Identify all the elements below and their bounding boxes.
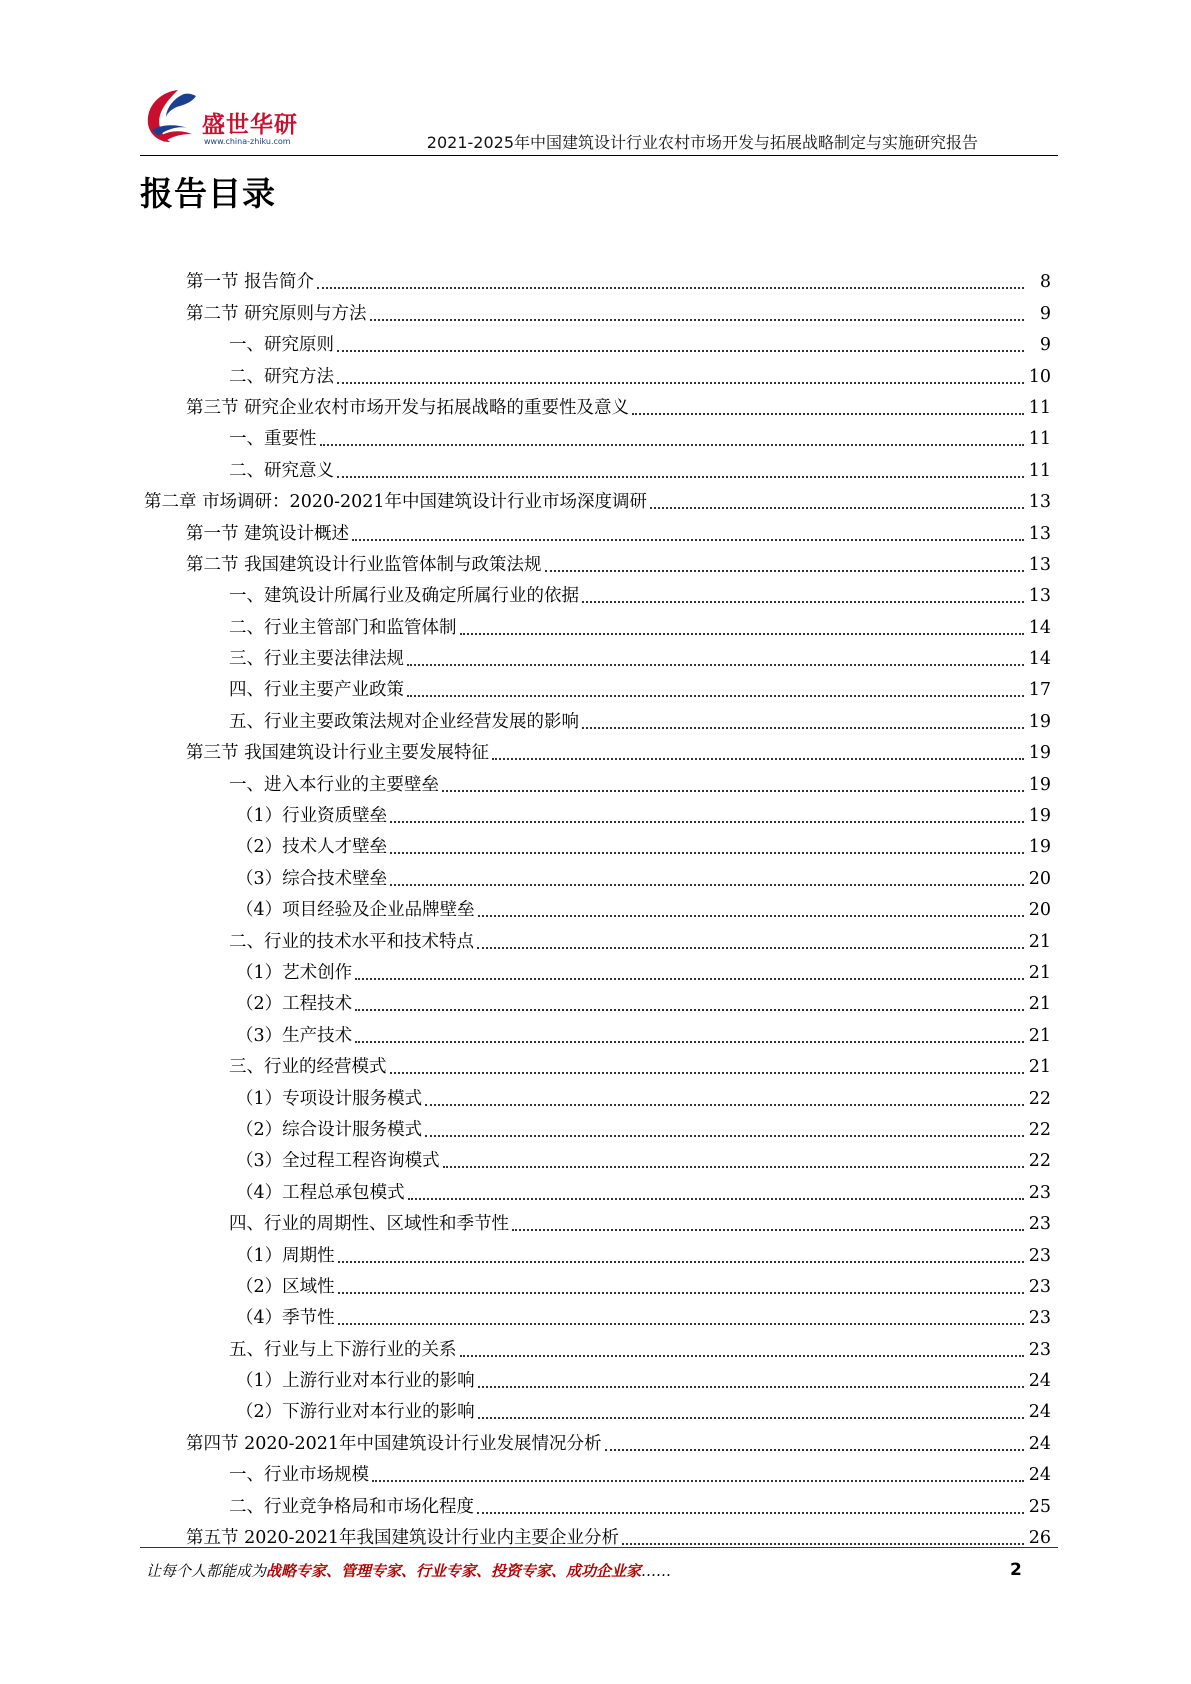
toc-entry[interactable] <box>0 325 1191 356</box>
toc-entry[interactable] <box>0 858 1191 889</box>
toc-dot-leader <box>650 507 1024 509</box>
toc-entry-title: 二、行业的技术水平和技术特点 <box>229 931 474 952</box>
toc-entry-page: 14 <box>1028 649 1051 670</box>
toc-entry[interactable] <box>0 576 1191 607</box>
toc-entry-page: 20 <box>1028 868 1051 889</box>
toc-entry-page: 23 <box>1028 1276 1051 1297</box>
toc-dot-leader <box>582 727 1024 729</box>
toc-dot-leader <box>407 664 1024 666</box>
table-of-contents <box>0 262 1191 1549</box>
toc-entry-page: 20 <box>1028 900 1051 921</box>
toc-dot-leader <box>355 1009 1024 1011</box>
toc-entry[interactable] <box>0 388 1191 419</box>
toc-entry-title: 第二节 研究原则与方法 <box>186 303 367 324</box>
toc-entry[interactable] <box>0 1361 1191 1392</box>
footer-slogan-highlight: 战略专家、管理专家、行业专家、投资专家、成功企业家 <box>266 1562 642 1580</box>
footer-slogan-suffix: …… <box>641 1562 672 1580</box>
toc-entry-page: 24 <box>1028 1433 1051 1454</box>
toc-entry-page: 19 <box>1028 711 1051 732</box>
toc-entry-page: 19 <box>1028 837 1051 858</box>
toc-entry-title: （1）专项设计服务模式 <box>236 1088 423 1109</box>
toc-dot-leader <box>478 1386 1024 1388</box>
toc-entry-title: 第四节 2020-2021年中国建筑设计行业发展情况分析 <box>186 1433 602 1454</box>
toc-dot-leader <box>492 758 1024 760</box>
toc-entry[interactable] <box>0 1110 1191 1141</box>
toc-entry-page: 13 <box>1028 554 1051 575</box>
toc-entry[interactable] <box>0 670 1191 701</box>
toc-entry[interactable] <box>0 639 1191 670</box>
toc-entry-title: 第三节 我国建筑设计行业主要发展特征 <box>186 743 490 764</box>
toc-entry-page: 13 <box>1028 523 1051 544</box>
toc-entry[interactable] <box>0 545 1191 576</box>
toc-entry-title: 二、研究方法 <box>229 366 334 387</box>
toc-entry[interactable] <box>0 419 1191 450</box>
toc-entry-page: 17 <box>1028 680 1051 701</box>
toc-entry[interactable] <box>0 764 1191 795</box>
toc-entry-page: 22 <box>1028 1088 1051 1109</box>
toc-entry[interactable] <box>0 1172 1191 1203</box>
toc-entry-page: 19 <box>1028 743 1051 764</box>
toc-entry-title: （3）全过程工程咨询模式 <box>236 1151 440 1172</box>
toc-dot-leader <box>320 444 1025 446</box>
toc-entry-page: 23 <box>1028 1214 1051 1235</box>
toc-entry[interactable] <box>0 607 1191 638</box>
header-divider <box>140 155 1058 156</box>
toc-entry-page: 11 <box>1028 460 1051 481</box>
toc-entry[interactable] <box>0 733 1191 764</box>
toc-entry[interactable] <box>0 1486 1191 1517</box>
toc-entry-title: 第二节 我国建筑设计行业监管体制与政策法规 <box>186 554 542 575</box>
toc-entry[interactable] <box>0 1267 1191 1298</box>
toc-dot-leader <box>407 695 1024 697</box>
toc-entry-title: 一、重要性 <box>229 429 317 450</box>
toc-entry-title: （2）工程技术 <box>236 994 353 1015</box>
toc-entry-title: 四、行业的周期性、区域性和季节性 <box>229 1214 509 1235</box>
toc-dot-leader <box>352 539 1024 541</box>
toc-entry-title: 二、研究意义 <box>229 460 334 481</box>
toc-dot-leader <box>632 413 1024 415</box>
toc-entry-page: 19 <box>1028 806 1051 827</box>
toc-entry-page: 24 <box>1028 1465 1051 1486</box>
toc-entry-page: 23 <box>1028 1245 1051 1266</box>
toc-entry-title: 一、研究原则 <box>229 335 334 356</box>
toc-entry-title: （3）综合技术壁垒 <box>236 868 388 889</box>
toc-entry-title: （1）上游行业对本行业的影响 <box>236 1371 475 1392</box>
toc-entry-title: 一、建筑设计所属行业及确定所属行业的依据 <box>229 586 579 607</box>
toc-entry-title: 一、行业市场规模 <box>229 1465 369 1486</box>
toc-entry-title: （2）综合设计服务模式 <box>236 1119 423 1140</box>
toc-entry[interactable] <box>0 953 1191 984</box>
toc-entry-title: 第一节 建筑设计概述 <box>186 523 350 544</box>
toc-dot-leader <box>390 884 1024 886</box>
toc-entry-page: 13 <box>1028 586 1051 607</box>
toc-entry-page: 9 <box>1039 335 1051 356</box>
toc-entry[interactable] <box>0 293 1191 324</box>
toc-entry[interactable] <box>0 1141 1191 1172</box>
toc-dot-leader <box>425 1135 1024 1137</box>
toc-entry-page: 11 <box>1028 397 1051 418</box>
toc-entry[interactable] <box>0 921 1191 952</box>
page-header <box>140 78 1058 158</box>
logo-name: 盛世华研 <box>202 112 298 138</box>
toc-entry-page: 21 <box>1028 931 1051 952</box>
toc-dot-leader <box>317 287 1024 289</box>
toc-dot-leader <box>582 601 1024 603</box>
toc-entry[interactable] <box>0 1015 1191 1046</box>
toc-entry[interactable] <box>0 1329 1191 1360</box>
toc-entry[interactable] <box>0 1204 1191 1235</box>
toc-entry[interactable] <box>0 1423 1191 1454</box>
toc-entry-title: 三、行业主要法律法规 <box>229 649 404 670</box>
toc-dot-leader <box>425 1104 1024 1106</box>
toc-entry-title: 四、行业主要产业政策 <box>229 680 404 701</box>
footer-slogan-prefix: 让每个人都能成为 <box>146 1562 267 1580</box>
toc-dot-leader <box>443 1166 1024 1168</box>
page-number: 2 <box>1010 1560 1022 1580</box>
toc-dot-leader <box>460 633 1025 635</box>
toc-entry[interactable] <box>0 827 1191 858</box>
toc-entry[interactable] <box>0 1518 1191 1549</box>
toc-entry-page: 8 <box>1039 272 1051 293</box>
toc-entry-title: 五、行业主要政策法规对企业经营发展的影响 <box>229 711 579 732</box>
toc-dot-leader <box>390 1072 1025 1074</box>
toc-entry-title: 第三节 研究企业农村市场开发与拓展战略的重要性及意义 <box>186 397 630 418</box>
company-logo <box>140 84 310 150</box>
toc-entry[interactable] <box>0 890 1191 921</box>
toc-dot-leader <box>337 382 1024 384</box>
toc-dot-leader <box>460 1355 1025 1357</box>
toc-entry-title: 第二章 市场调研：2020-2021年中国建筑设计行业市场深度调研 <box>144 492 648 513</box>
toc-entry[interactable] <box>0 984 1191 1015</box>
toc-entry-title: 二、行业竞争格局和市场化程度 <box>229 1496 474 1517</box>
toc-dot-leader <box>545 570 1024 572</box>
toc-entry-title: （2）下游行业对本行业的影响 <box>236 1402 475 1423</box>
toc-dot-leader <box>477 947 1024 949</box>
toc-entry[interactable] <box>0 1455 1191 1486</box>
toc-entry[interactable] <box>0 1235 1191 1266</box>
toc-entry-page: 21 <box>1028 994 1051 1015</box>
toc-entry-title: 五、行业与上下游行业的关系 <box>229 1339 457 1360</box>
toc-dot-leader <box>355 1041 1024 1043</box>
toc-entry-title: （1）艺术创作 <box>236 962 353 983</box>
toc-entry-title: （4）项目经验及企业品牌壁垒 <box>236 900 475 921</box>
toc-dot-leader <box>478 1417 1024 1419</box>
toc-dot-leader <box>478 915 1024 917</box>
toc-dot-leader <box>622 1543 1024 1545</box>
toc-dot-leader <box>390 852 1024 854</box>
toc-entry[interactable] <box>0 356 1191 387</box>
report-header-title: 2021-2025年中国建筑设计行业农村市场开发与拓展战略制定与实施研究报告 <box>426 133 978 152</box>
toc-entry-page: 24 <box>1028 1402 1051 1423</box>
toc-dot-leader <box>408 1198 1024 1200</box>
toc-dot-leader <box>390 821 1024 823</box>
toc-entry-page: 23 <box>1028 1339 1051 1360</box>
toc-entry-page: 26 <box>1028 1528 1051 1549</box>
toc-entry-page: 9 <box>1039 303 1051 324</box>
toc-entry-title: 二、行业主管部门和监管体制 <box>229 617 457 638</box>
toc-dot-leader <box>370 319 1024 321</box>
toc-entry-title: （3）生产技术 <box>236 1025 353 1046</box>
toc-entry-page: 24 <box>1028 1371 1051 1392</box>
footer-divider <box>140 1547 1058 1548</box>
toc-entry-title: （1）周期性 <box>236 1245 335 1266</box>
toc-dot-leader <box>338 1323 1024 1325</box>
toc-entry[interactable] <box>0 262 1191 293</box>
toc-entry[interactable] <box>0 1392 1191 1423</box>
toc-entry-page: 22 <box>1028 1151 1051 1172</box>
toc-entry[interactable] <box>0 796 1191 827</box>
toc-entry-title: （4）工程总承包模式 <box>236 1182 405 1203</box>
toc-entry-title: 第一节 报告简介 <box>186 272 315 293</box>
toc-dot-leader <box>442 790 1024 792</box>
toc-dot-leader <box>338 1292 1024 1294</box>
toc-entry-page: 14 <box>1028 617 1051 638</box>
toc-entry-page: 23 <box>1028 1182 1051 1203</box>
toc-entry-title: （2）区域性 <box>236 1276 335 1297</box>
toc-entry-page: 13 <box>1028 492 1051 513</box>
toc-entry-title: 第五节 2020-2021年我国建筑设计行业内主要企业分析 <box>186 1528 620 1549</box>
toc-entry[interactable] <box>0 1298 1191 1329</box>
toc-dot-leader <box>512 1229 1024 1231</box>
toc-entry[interactable] <box>0 1078 1191 1109</box>
toc-entry-page: 22 <box>1028 1119 1051 1140</box>
toc-entry-page: 21 <box>1028 1025 1051 1046</box>
toc-entry-title: 一、进入本行业的主要壁垒 <box>229 774 439 795</box>
toc-entry-title: （1）行业资质壁垒 <box>236 806 388 827</box>
toc-dot-leader <box>337 350 1024 352</box>
logo-url: www.china-zhiku.com <box>204 137 291 146</box>
toc-entry-page: 19 <box>1028 774 1051 795</box>
toc-entry-page: 10 <box>1028 366 1051 387</box>
toc-entry[interactable] <box>0 482 1191 513</box>
toc-entry[interactable] <box>0 450 1191 481</box>
toc-dot-leader <box>605 1449 1024 1451</box>
toc-dot-leader <box>338 1261 1024 1263</box>
toc-entry[interactable] <box>0 701 1191 732</box>
toc-entry[interactable] <box>0 1047 1191 1078</box>
footer-slogan <box>146 1560 671 1581</box>
toc-dot-leader <box>355 978 1024 980</box>
logo-mark-icon <box>140 84 204 150</box>
toc-entry-page: 23 <box>1028 1308 1051 1329</box>
toc-entry-page: 21 <box>1028 1057 1051 1078</box>
toc-entry-title: （4）季节性 <box>236 1308 335 1329</box>
toc-entry-page: 11 <box>1028 429 1051 450</box>
toc-entry[interactable] <box>0 513 1191 544</box>
toc-dot-leader <box>337 476 1024 478</box>
toc-entry-title: （2）技术人才壁垒 <box>236 837 388 858</box>
toc-dot-leader <box>477 1512 1024 1514</box>
toc-entry-page: 21 <box>1028 962 1051 983</box>
toc-dot-leader <box>372 1480 1024 1482</box>
page-title: 报告目录 <box>140 174 276 213</box>
toc-entry-title: 三、行业的经营模式 <box>229 1057 387 1078</box>
toc-entry-page: 25 <box>1028 1496 1051 1517</box>
